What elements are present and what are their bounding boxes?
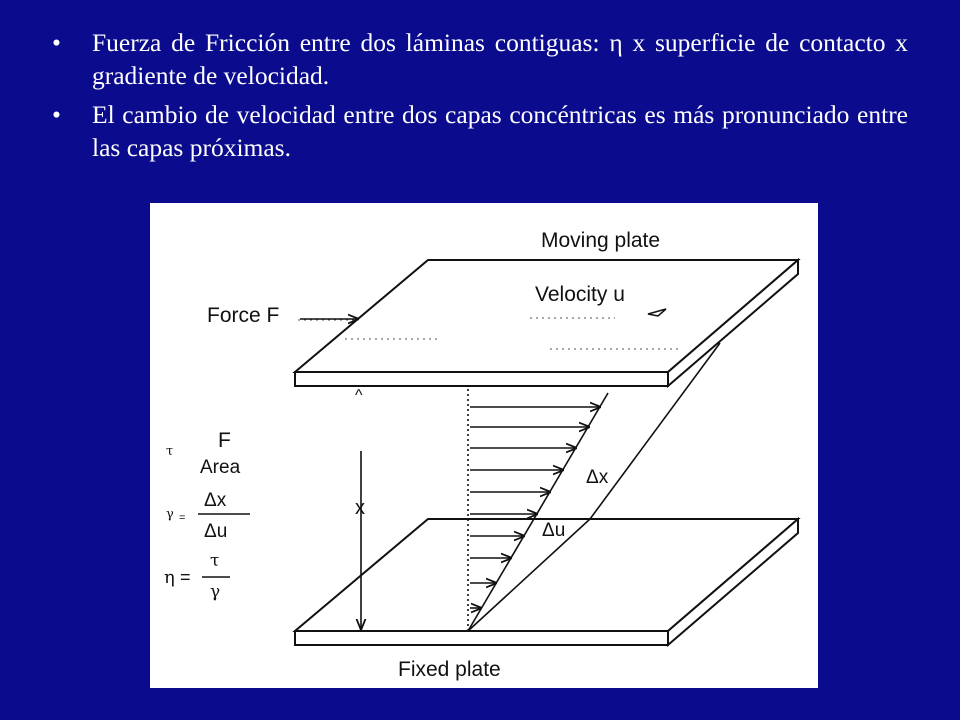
equation-tau — [166, 429, 241, 478]
tau-numerator: F — [218, 429, 231, 452]
eta-denominator: γ — [210, 582, 221, 602]
delta-u-label: Δu — [542, 520, 566, 541]
tau-symbol: τ — [166, 444, 174, 459]
tau-denominator: Area — [200, 457, 241, 478]
moving-plate-front — [295, 372, 668, 386]
gamma-symbol: γ — [166, 507, 174, 522]
delta-x-label: Δx — [586, 467, 609, 488]
gamma-numerator: Δx — [204, 490, 227, 511]
eta-symbol: η — [164, 567, 175, 588]
force-label: Force F — [207, 304, 280, 327]
equation-eta — [164, 551, 230, 602]
eta-numerator: τ — [210, 551, 220, 571]
equation-gamma — [166, 490, 250, 542]
velocity-label: Velocity u — [535, 283, 625, 306]
bullet-marker: • — [52, 100, 61, 129]
bullet-item-friction — [52, 26, 908, 92]
bullet-item-velocity-change — [52, 98, 908, 164]
fixed-plate-front — [295, 631, 668, 645]
bullet-marker: • — [52, 28, 61, 57]
bullet-list — [52, 26, 908, 170]
caret-mark: ^ — [355, 387, 363, 404]
fixed-plate-label: Fixed plate — [398, 658, 501, 681]
eta-equals: = — [180, 567, 191, 587]
bullet-text: El cambio de velocidad entre dos capas concéntricas es más pronunciado entre las capas próximas. — [92, 100, 908, 162]
bullet-text: Fuerza de Fricción entre dos láminas contiguas: η x superficie de contacto x gradiente de velocidad. — [92, 28, 908, 90]
moving-plate-label: Moving plate — [541, 229, 661, 252]
gamma-equals: = — [179, 512, 186, 524]
moving-plate-top — [295, 260, 798, 372]
moving-plate — [295, 260, 798, 386]
gamma-denominator: Δu — [204, 521, 228, 542]
viscosity-diagram — [150, 203, 818, 688]
x-label: x — [355, 497, 365, 519]
